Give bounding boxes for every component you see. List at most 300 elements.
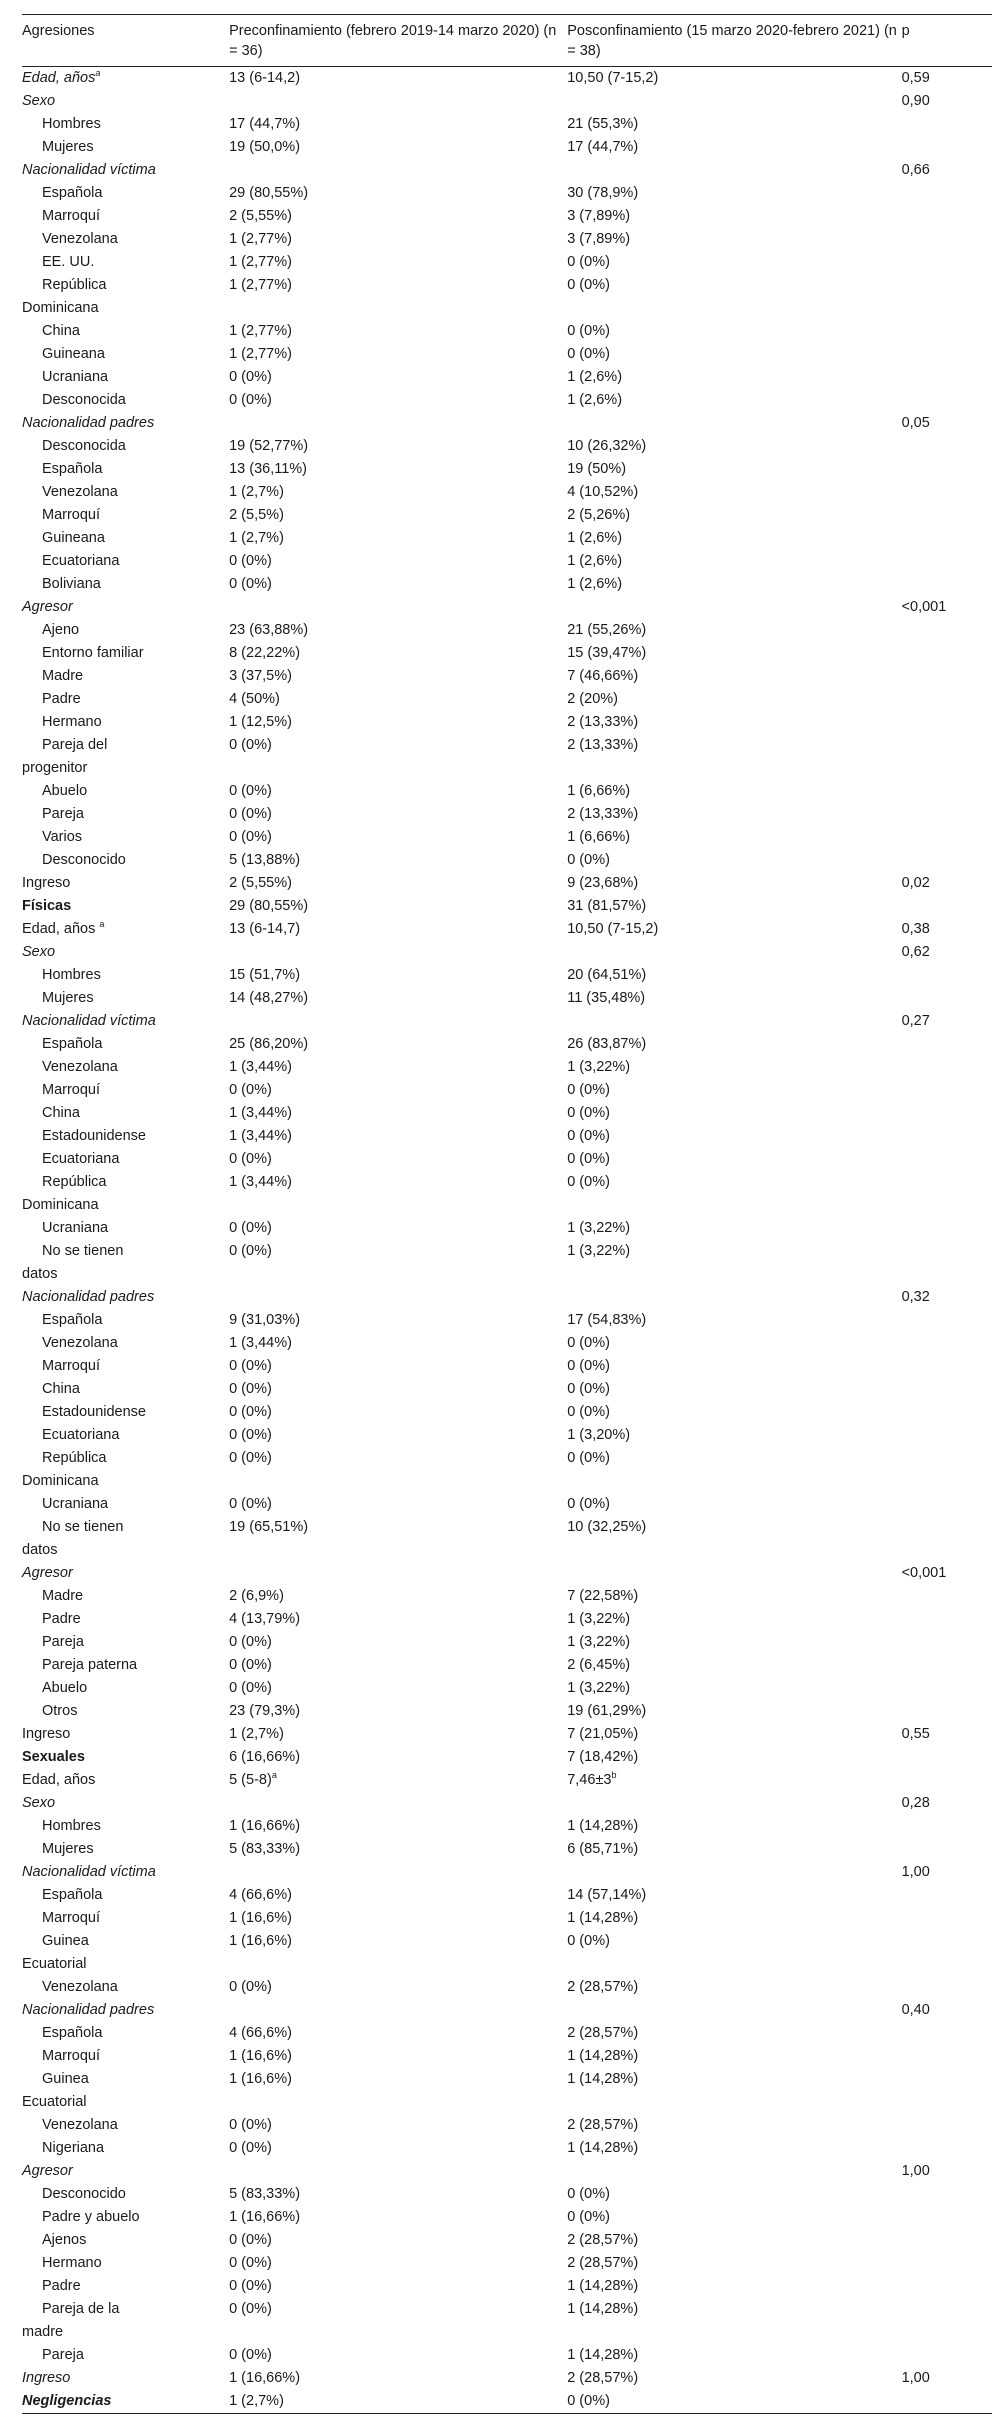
row-label-cell [22, 872, 229, 895]
table-row [22, 2367, 992, 2390]
post-value: 1 (2,6%) [567, 553, 623, 569]
header-row [22, 15, 992, 67]
row-label-cell [22, 1102, 229, 1125]
table-header [22, 15, 992, 67]
post-value: 0 (0%) [567, 1105, 610, 1121]
row-label-cell [22, 1631, 229, 1654]
p-value-cell [902, 366, 992, 389]
row-label-cell [22, 803, 229, 826]
pre-value: 1 (3,44%) [229, 1335, 292, 1351]
table-row [22, 1217, 992, 1240]
post-value-cell [567, 1240, 901, 1286]
row-label-cell [22, 251, 229, 274]
post-value-cell [567, 2022, 901, 2045]
post-value-cell [567, 1815, 901, 1838]
row-label: Ucraniana [42, 1220, 109, 1236]
post-value: 7 (46,66%) [567, 668, 639, 684]
post-value-cell [567, 1608, 901, 1631]
row-label: Española [42, 185, 103, 201]
table-row [22, 1769, 992, 1792]
table-row [22, 1332, 992, 1355]
pre-value-cell [229, 1654, 567, 1677]
post-value: 14 (57,14%) [567, 1887, 647, 1903]
post-value-cell [567, 665, 901, 688]
pre-value: 1 (2,7%) [229, 1726, 284, 1742]
row-label: República [42, 1450, 107, 1466]
table-row [22, 274, 992, 320]
post-value-cell [567, 642, 901, 665]
row-label-cell [22, 274, 229, 320]
pre-value-cell [229, 1355, 567, 1378]
p-value: 0,55 [901, 1726, 930, 1742]
p-value-cell [902, 665, 992, 688]
row-label: Mujeres [42, 1841, 94, 1857]
p-value-cell [902, 1010, 992, 1033]
p-value-cell [902, 619, 992, 642]
p-value-cell [902, 435, 992, 458]
table-row [22, 1286, 992, 1309]
post-value-cell [567, 2229, 901, 2252]
row-label-cell [22, 389, 229, 412]
row-label: Hermano [42, 2255, 102, 2271]
p-value-cell [902, 2068, 992, 2114]
post-value: 2 (13,33%) [567, 737, 639, 753]
row-label-cell [22, 1700, 229, 1723]
post-value: 2 (28,57%) [567, 2255, 639, 2271]
post-value-cell [567, 918, 901, 941]
row-label-continuation: Ecuatorial [22, 1956, 87, 1972]
p-value: 0,90 [901, 93, 930, 109]
p-value: 1,00 [901, 2163, 930, 2179]
post-value: 0 (0%) [567, 346, 610, 362]
post-value: 1 (2,6%) [567, 392, 623, 408]
p-value-cell [902, 1792, 992, 1815]
pre-value-cell [229, 435, 567, 458]
pre-value-cell [229, 711, 567, 734]
p-value-cell [902, 251, 992, 274]
post-value: 1 (14,28%) [567, 2071, 639, 2087]
pre-value-cell [229, 665, 567, 688]
pre-value-cell [229, 1401, 567, 1424]
table-row [22, 2390, 992, 2414]
row-label: Agresor [22, 2163, 73, 2179]
row-label-cell [22, 596, 229, 619]
post-value-cell [567, 1999, 901, 2022]
p-value-cell [902, 1562, 992, 1585]
pre-value: 0 (0%) [229, 1496, 272, 1512]
pre-value: 0 (0%) [229, 2232, 272, 2248]
p-value-cell [902, 1677, 992, 1700]
p-value-cell [902, 228, 992, 251]
p-value-cell [902, 1516, 992, 1562]
row-label-cell [22, 527, 229, 550]
table-row [22, 1516, 992, 1562]
post-value: 1 (2,6%) [567, 369, 623, 385]
post-value: 21 (55,3%) [567, 116, 639, 132]
post-value-cell [567, 1654, 901, 1677]
row-label: Físicas [22, 898, 72, 914]
row-label-cell [22, 90, 229, 113]
post-value-cell [567, 688, 901, 711]
p-value: 1,00 [901, 2370, 930, 2386]
table-row [22, 504, 992, 527]
row-label: Abuelo [42, 783, 88, 799]
row-label: Estadounidense [42, 1128, 146, 1144]
p-value-cell [902, 458, 992, 481]
post-value-cell [567, 895, 901, 918]
post-value-cell [567, 1401, 901, 1424]
row-label-cell [22, 2229, 229, 2252]
pre-value: 0 (0%) [229, 806, 272, 822]
pre-value-cell [229, 2367, 567, 2390]
row-label: Marroquí [42, 1910, 101, 1926]
post-value: 1 (6,66%) [567, 829, 631, 845]
row-label: Marroquí [42, 507, 101, 523]
post-value-cell [567, 136, 901, 159]
pre-value-cell [229, 136, 567, 159]
table-row [22, 481, 992, 504]
post-value-cell [567, 2298, 901, 2344]
post-value-cell [567, 504, 901, 527]
table-row [22, 596, 992, 619]
post-value: 31 (81,57%) [567, 898, 647, 914]
post-value-cell [567, 1516, 901, 1562]
post-value: 1 (3,22%) [567, 1680, 631, 1696]
row-label: Desconocida [42, 392, 126, 408]
table-row [22, 228, 992, 251]
pre-value: 1 (16,6%) [229, 2048, 292, 2064]
post-value-cell [567, 1171, 901, 1217]
p-value-cell [902, 1631, 992, 1654]
table-row [22, 1700, 992, 1723]
row-label-cell [22, 343, 229, 366]
row-label-cell [22, 2022, 229, 2045]
row-label: Mujeres [42, 139, 94, 155]
table-row [22, 67, 992, 91]
post-value: 2 (28,57%) [567, 1979, 639, 1995]
row-label-cell [22, 1999, 229, 2022]
row-label-cell [22, 1884, 229, 1907]
post-value: 0 (0%) [567, 2209, 610, 2225]
row-label: Guineana [42, 346, 105, 362]
row-label: Edad, años [22, 921, 100, 937]
row-label: Venezolana [42, 1335, 118, 1351]
table-row [22, 2298, 992, 2344]
p-value-cell [902, 734, 992, 780]
p-value-cell [902, 159, 992, 182]
pre-value-cell [229, 734, 567, 780]
pre-value: 4 (13,79%) [229, 1611, 301, 1627]
pre-value-cell [229, 182, 567, 205]
post-value: 0 (0%) [567, 2186, 610, 2202]
post-value: 1 (3,22%) [567, 1243, 631, 1259]
row-label-cell [22, 1562, 229, 1585]
row-label: Ajenos [42, 2232, 87, 2248]
pre-value: 0 (0%) [229, 1657, 272, 1673]
p-value-cell [902, 1401, 992, 1424]
row-label: Ajeno [42, 622, 80, 638]
p-value: 0,02 [901, 875, 930, 891]
row-label-cell [22, 1171, 229, 1217]
table-row [22, 711, 992, 734]
pre-value: 17 (44,7%) [229, 116, 301, 132]
row-label-cell [22, 2367, 229, 2390]
pre-value-cell [229, 251, 567, 274]
post-value: 21 (55,26%) [567, 622, 647, 638]
p-value-cell [902, 1930, 992, 1976]
post-value: 1 (14,28%) [567, 2048, 639, 2064]
pre-value: 0 (0%) [229, 1680, 272, 1696]
table-row [22, 1930, 992, 1976]
row-label: Nigeriana [42, 2140, 105, 2156]
p-value-cell [902, 1378, 992, 1401]
row-label: Edad, años [22, 1772, 96, 1788]
p-value-cell [902, 2390, 992, 2414]
p-value: 0,28 [901, 1795, 930, 1811]
pre-value-cell [229, 803, 567, 826]
pre-value-cell [229, 481, 567, 504]
pre-value: 0 (0%) [229, 2347, 272, 2363]
p-value-cell [902, 1769, 992, 1792]
p-value: 0,27 [901, 1013, 930, 1029]
table-row [22, 1631, 992, 1654]
row-label: Hombres [42, 116, 101, 132]
p-value-cell [902, 2045, 992, 2068]
row-label: China [42, 1381, 80, 1397]
row-label-cell [22, 826, 229, 849]
pre-value: 0 (0%) [229, 2117, 272, 2133]
pre-value-cell [229, 1884, 567, 1907]
pre-value-cell [229, 412, 567, 435]
pre-value: 0 (0%) [229, 1979, 272, 1995]
p-value-cell [902, 826, 992, 849]
row-label: Española [42, 461, 103, 477]
p-value-cell [902, 918, 992, 941]
pre-value: 0 (0%) [229, 553, 272, 569]
pre-value-cell [229, 1838, 567, 1861]
table-row [22, 320, 992, 343]
p-value-cell [902, 2344, 992, 2367]
p-value-cell [902, 1447, 992, 1493]
post-value: 0 (0%) [567, 323, 610, 339]
post-value-cell [567, 412, 901, 435]
post-value: 1 (3,22%) [567, 1634, 631, 1650]
table-row [22, 872, 992, 895]
row-label: Ecuatoriana [42, 553, 120, 569]
post-value-cell [567, 1332, 901, 1355]
row-label-continuation: Ecuatorial [22, 2094, 87, 2110]
row-label-cell [22, 1654, 229, 1677]
post-value-cell [567, 1884, 901, 1907]
pre-value: 0 (0%) [229, 1427, 272, 1443]
pre-value: 1 (2,77%) [229, 323, 292, 339]
row-label: Padre [42, 691, 81, 707]
pre-value-cell [229, 1332, 567, 1355]
row-label: EE. UU. [42, 254, 95, 270]
table-row [22, 2114, 992, 2137]
post-value: 2 (5,26%) [567, 507, 631, 523]
p-value-cell [902, 1056, 992, 1079]
pre-value: 0 (0%) [229, 1381, 272, 1397]
post-value-cell [567, 803, 901, 826]
table-row [22, 2160, 992, 2183]
table-row [22, 1792, 992, 1815]
p-value-cell [902, 1585, 992, 1608]
row-label-cell [22, 2275, 229, 2298]
post-value: 19 (61,29%) [567, 1703, 647, 1719]
p-value-cell [902, 389, 992, 412]
table-row [22, 2022, 992, 2045]
post-value-cell [567, 1562, 901, 1585]
pre-value-cell [229, 573, 567, 596]
table-row [22, 343, 992, 366]
table-row [22, 1355, 992, 1378]
p-value-cell [902, 1608, 992, 1631]
p-value-cell [902, 67, 992, 91]
pre-value: 1 (16,66%) [229, 1818, 301, 1834]
post-value: 2 (6,45%) [567, 1657, 631, 1673]
table-row [22, 734, 992, 780]
row-label: Guineana [42, 530, 105, 546]
row-label-cell [22, 2390, 229, 2414]
p-value-cell [902, 2252, 992, 2275]
row-label-cell [22, 182, 229, 205]
row-label: Ingreso [22, 2370, 71, 2386]
table-row [22, 1447, 992, 1493]
pre-value: 0 (0%) [229, 576, 272, 592]
footnote-marker: a [95, 68, 101, 79]
pre-value: 0 (0%) [229, 1404, 272, 1420]
pre-value-cell [229, 366, 567, 389]
row-label-cell [22, 941, 229, 964]
row-label: República [42, 1174, 107, 1190]
row-label: Nacionalidad padres [22, 2002, 155, 2018]
pre-value: 13 (6-14,2) [229, 70, 301, 86]
post-value: 10,50 (7-15,2) [567, 921, 659, 937]
post-value-cell [567, 1355, 901, 1378]
p-value-cell [902, 1493, 992, 1516]
post-value: 2 (20%) [567, 691, 618, 707]
post-value-cell [567, 849, 901, 872]
pre-value: 15 (51,7%) [229, 967, 301, 983]
p-value-cell [902, 1907, 992, 1930]
p-value: 0,59 [901, 70, 930, 86]
pre-value-cell [229, 1079, 567, 1102]
row-label-cell [22, 2114, 229, 2137]
post-value-cell [567, 826, 901, 849]
pre-value-cell [229, 1930, 567, 1976]
pre-value-cell [229, 1516, 567, 1562]
row-label: Española [42, 2025, 103, 2041]
pre-value-cell [229, 228, 567, 251]
post-value-cell [567, 1217, 901, 1240]
post-value-cell [567, 780, 901, 803]
post-value-cell [567, 435, 901, 458]
row-label-cell [22, 964, 229, 987]
p-value-cell [902, 964, 992, 987]
row-label: Sexo [22, 93, 56, 109]
post-value-cell [567, 159, 901, 182]
pre-value-cell [229, 1746, 567, 1769]
table-row [22, 918, 992, 941]
post-value-cell [567, 1309, 901, 1332]
pre-value-cell [229, 389, 567, 412]
post-value: 0 (0%) [567, 1128, 610, 1144]
pre-value-cell [229, 274, 567, 320]
p-value-cell [902, 1815, 992, 1838]
table-row [22, 941, 992, 964]
pre-value: 1 (3,44%) [229, 1128, 292, 1144]
post-value-cell [567, 2390, 901, 2414]
row-label-cell [22, 1907, 229, 1930]
pre-value: 0 (0%) [229, 2140, 272, 2156]
post-value-cell [567, 1010, 901, 1033]
post-value: 30 (78,9%) [567, 185, 639, 201]
pre-value: 1 (16,6%) [229, 1933, 292, 1949]
table-row [22, 251, 992, 274]
table-row [22, 1654, 992, 1677]
header-agresiones: Agresiones [22, 15, 229, 67]
post-value: 2 (13,33%) [567, 806, 639, 822]
pre-value-cell [229, 1217, 567, 1240]
row-label-cell [22, 67, 229, 91]
row-label: Venezolana [42, 2117, 118, 2133]
post-value-cell [567, 1930, 901, 1976]
row-label-cell [22, 1079, 229, 1102]
p-value-cell [902, 274, 992, 320]
pre-value: 0 (0%) [229, 1220, 272, 1236]
pre-value: 0 (0%) [229, 392, 272, 408]
pre-value-cell [229, 1240, 567, 1286]
row-label: Mujeres [42, 990, 94, 1006]
row-label: Nacionalidad víctima [22, 1864, 156, 1880]
table-row [22, 987, 992, 1010]
post-value-cell [567, 872, 901, 895]
table-row [22, 1976, 992, 1999]
post-value: 7 (21,05%) [567, 1726, 639, 1742]
pre-value-cell [229, 2068, 567, 2114]
post-value: 0 (0%) [567, 1933, 610, 1949]
table-row [22, 1401, 992, 1424]
pre-value-cell [229, 205, 567, 228]
table-row [22, 1102, 992, 1125]
post-value: 0 (0%) [567, 1450, 610, 1466]
p-value-cell [902, 688, 992, 711]
row-label-cell [22, 1286, 229, 1309]
pre-value-cell [229, 1976, 567, 1999]
row-label: República [42, 277, 107, 293]
row-label: Desconocida [42, 438, 126, 454]
table-row [22, 2344, 992, 2367]
pre-value: 8 (22,22%) [229, 645, 301, 661]
pre-value-cell [229, 320, 567, 343]
table-row [22, 1378, 992, 1401]
pre-value: 1 (16,66%) [229, 2209, 301, 2225]
row-label-cell [22, 1677, 229, 1700]
pre-value: 1 (2,7%) [229, 484, 284, 500]
pre-value-cell [229, 1493, 567, 1516]
p-value-cell [902, 1033, 992, 1056]
p-value-cell [902, 1976, 992, 1999]
post-value: 1 (3,22%) [567, 1611, 631, 1627]
post-value-cell [567, 90, 901, 113]
post-value: 10 (26,32%) [567, 438, 647, 454]
row-label-cell [22, 435, 229, 458]
pre-value: 1 (3,44%) [229, 1105, 292, 1121]
post-value: 2 (28,57%) [567, 2117, 639, 2133]
pre-value: 4 (66,6%) [229, 1887, 292, 1903]
post-value-cell [567, 1079, 901, 1102]
